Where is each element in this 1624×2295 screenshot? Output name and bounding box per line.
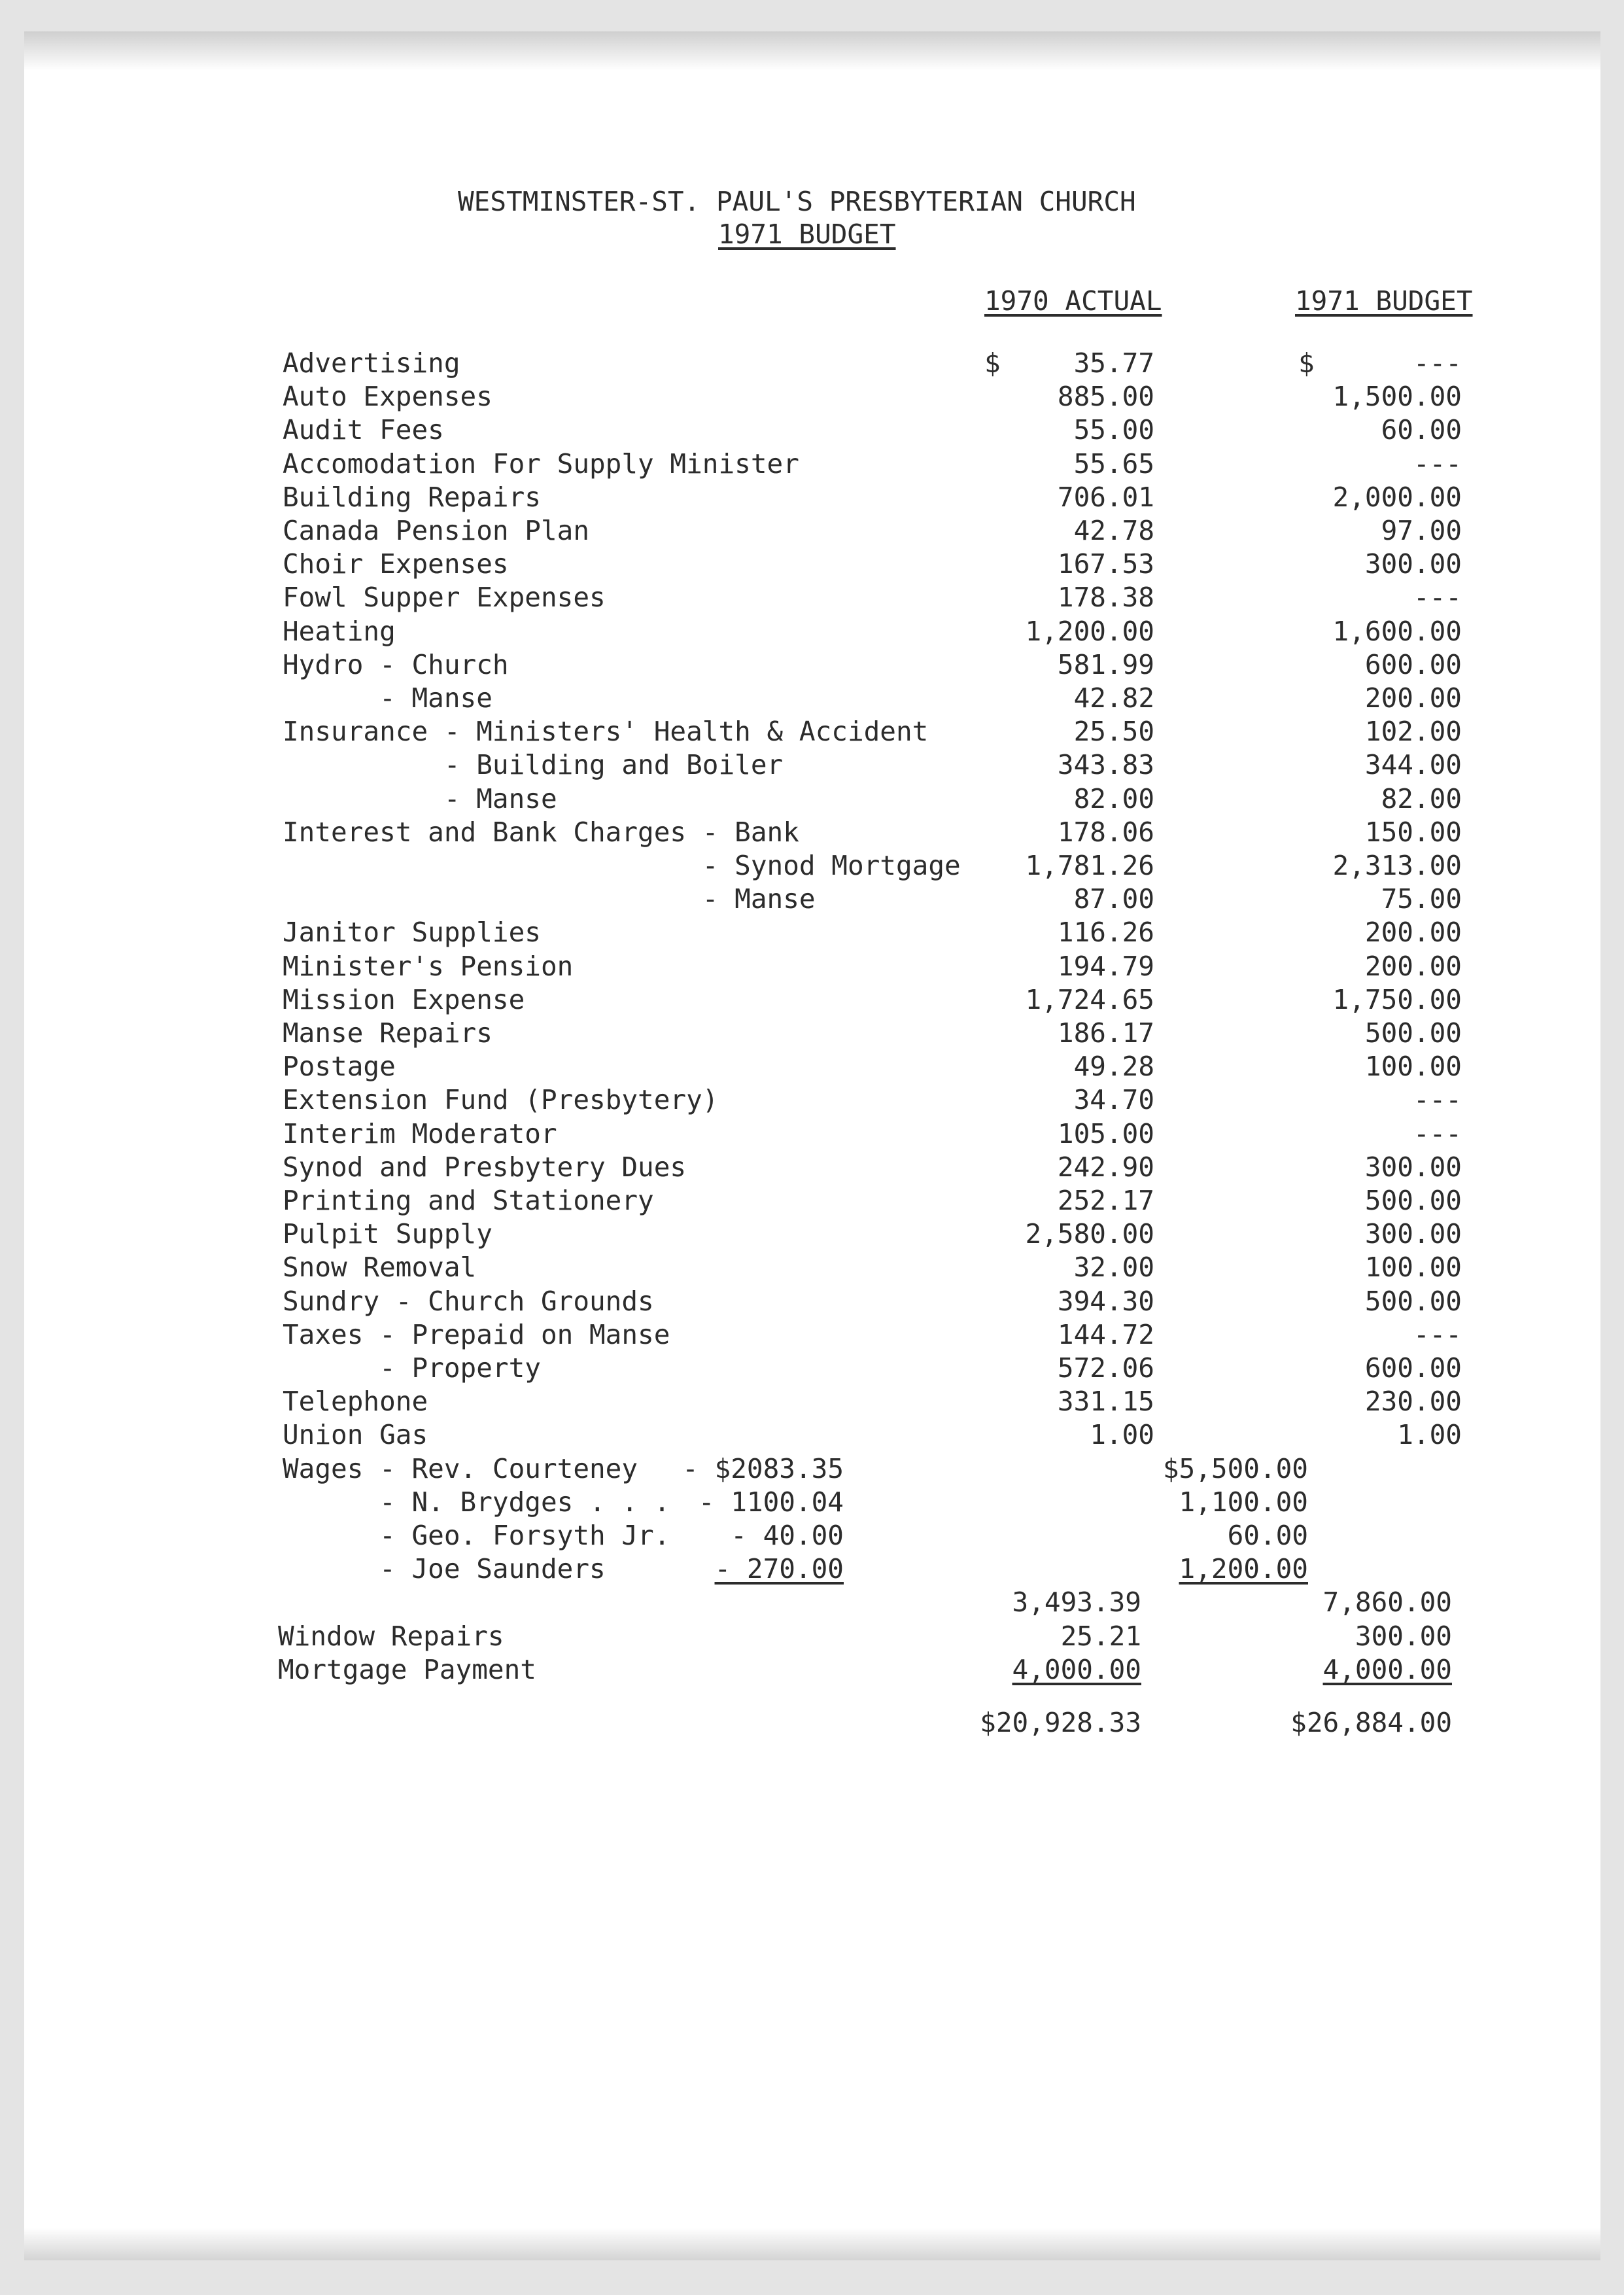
line-item-budget-1971: 500.00	[1364, 1185, 1462, 1216]
line-item-budget-1971: 500.00	[1364, 1017, 1462, 1049]
line-item-label: Extension Fund (Presbytery)	[283, 1084, 719, 1116]
scan-top-edge	[24, 31, 1600, 71]
line-item-actual-1970: 55.00	[1073, 414, 1154, 446]
line-item-label: Postage	[283, 1051, 396, 1083]
line-item-budget-1971: ---	[1413, 1117, 1462, 1149]
line-item-actual-1970: 25.50	[1073, 716, 1154, 748]
line-item-label: Choir Expenses	[283, 548, 509, 580]
line-item-budget-1971: 100.00	[1364, 1051, 1462, 1083]
line-item-budget-1971: 200.00	[1364, 950, 1462, 982]
line-item-label: Pulpit Supply	[283, 1218, 492, 1250]
line-item-actual-1970: 55.65	[1073, 447, 1154, 480]
line-item-label: Minister's Pension	[283, 950, 574, 982]
line-item-budget-1971: 1,600.00	[1332, 615, 1462, 647]
document-subtitle: 1971 BUDGET	[718, 219, 896, 250]
wages-line-label: - N. Brydges . . .	[283, 1486, 670, 1518]
line-item-budget-1971: 200.00	[1364, 917, 1462, 949]
line-item-budget-1971: ---	[1413, 1318, 1462, 1350]
line-item-budget-1971: 2,000.00	[1332, 481, 1462, 513]
line-item-label: Mission Expense	[283, 983, 525, 1015]
line-item-label: Taxes - Prepaid on Manse	[283, 1318, 670, 1350]
line-item-label: Accomodation For Supply Minister	[283, 447, 799, 480]
line-item-actual-1970: 252.17	[1057, 1185, 1154, 1216]
line-item-actual-1970: 82.00	[1073, 782, 1154, 815]
line-item-actual-1970: 105.00	[1057, 1117, 1154, 1149]
line-item-budget-1971: 300.00	[1364, 548, 1462, 580]
line-item-actual-1970: 1,200.00	[1025, 615, 1154, 647]
line-item-budget-1971: 300.00	[1355, 1620, 1452, 1652]
line-item-label: Sundry - Church Grounds	[283, 1285, 654, 1317]
scan-bottom-edge	[24, 2228, 1600, 2260]
line-item-actual-1970: 178.06	[1057, 816, 1154, 848]
line-item-actual-1970: 144.72	[1057, 1318, 1154, 1350]
column-header-1971-budget: 1971 BUDGET	[1295, 285, 1473, 317]
document-title: WESTMINSTER-ST. PAUL'S PRESBYTERIAN CHURCH	[458, 186, 1136, 217]
line-item-label: Building Repairs	[283, 481, 541, 513]
line-item-budget-1971: 1,500.00	[1332, 381, 1462, 413]
line-item-actual-1970: 1,781.26	[1025, 850, 1154, 881]
line-item-actual-1970: 581.99	[1057, 648, 1154, 680]
line-item-budget-1971: 1.00	[1397, 1419, 1462, 1451]
line-item-budget-1971: ---	[1413, 447, 1462, 480]
line-item-budget-1971: ---	[1413, 582, 1462, 614]
line-item-budget-1971: 97.00	[1381, 515, 1462, 546]
line-item-budget-1971: 100.00	[1364, 1252, 1462, 1284]
line-item-actual-1970: 343.83	[1057, 749, 1154, 781]
line-item-actual-1970: 49.28	[1073, 1051, 1154, 1083]
line-item-label: Printing and Stationery	[283, 1185, 654, 1216]
line-item-label: Auto Expenses	[283, 381, 492, 413]
line-item-label: - Synod Mortgage	[283, 850, 961, 881]
line-item-actual-1970: 42.82	[1073, 682, 1154, 714]
line-item-actual-1970: 178.38	[1057, 582, 1154, 614]
line-item-actual-1970: 194.79	[1057, 950, 1154, 982]
line-item-budget-1971: 230.00	[1364, 1386, 1462, 1418]
wages-amount-detail: - 40.00	[731, 1520, 844, 1551]
line-item-budget-1971: 82.00	[1381, 782, 1462, 815]
line-item-budget-1971: 4,000.00	[1322, 1653, 1452, 1685]
line-item-label: Audit Fees	[283, 414, 444, 446]
line-item-actual-1970: 242.90	[1057, 1151, 1154, 1183]
line-item-label: - Manse	[283, 682, 492, 714]
line-item-label: Heating	[283, 615, 396, 647]
line-item-actual-1970: 116.26	[1057, 917, 1154, 949]
currency-symbol: $	[984, 347, 1001, 379]
line-item-label: - Building and Boiler	[283, 749, 784, 781]
line-item-budget-1971: 75.00	[1381, 883, 1462, 915]
line-item-label: Snow Removal	[283, 1252, 477, 1284]
line-item-label: Interest and Bank Charges - Bank	[283, 816, 799, 848]
line-item-budget-1971: 300.00	[1364, 1218, 1462, 1250]
line-item-label: - Property	[283, 1352, 541, 1384]
line-item-actual-1970: 42.78	[1073, 515, 1154, 546]
line-item-budget-1971: 60.00	[1381, 414, 1462, 446]
wages-amount-detail: - $2083.35	[682, 1452, 844, 1484]
column-header-1970-actual: 1970 ACTUAL	[984, 285, 1162, 317]
line-item-label: - Manse	[283, 883, 816, 915]
line-item-actual-1970: 87.00	[1073, 883, 1154, 915]
line-item-actual-1970: 2,580.00	[1025, 1218, 1154, 1250]
line-item-actual-1970: 572.06	[1057, 1352, 1154, 1384]
line-item-actual-1970: 4,000.00	[1012, 1653, 1141, 1685]
wages-amount-detail: - 1100.04	[698, 1486, 844, 1518]
wages-amount-1971: 1,200.00	[1179, 1553, 1308, 1585]
line-item-budget-1971: 344.00	[1364, 749, 1462, 781]
line-item-label: Manse Repairs	[283, 1017, 492, 1049]
wages-line-label: Wages - Rev. Courteney	[283, 1452, 638, 1484]
line-item-budget-1971: 150.00	[1364, 816, 1462, 848]
line-item-label: Insurance - Ministers' Health & Accident	[283, 716, 929, 748]
line-item-budget-1971: 1,750.00	[1332, 983, 1462, 1015]
line-item-label: - Manse	[283, 782, 557, 815]
line-item-budget-1971: 102.00	[1364, 716, 1462, 748]
line-item-actual-1970: 331.15	[1057, 1386, 1154, 1418]
line-item-actual-1970: 706.01	[1057, 481, 1154, 513]
line-item-label: Canada Pension Plan	[283, 515, 589, 546]
line-item-budget-1971: 600.00	[1364, 648, 1462, 680]
line-item-label: Synod and Presbytery Dues	[283, 1151, 687, 1183]
line-item-actual-1970: 32.00	[1073, 1252, 1154, 1284]
line-item-budget-1971: 300.00	[1364, 1151, 1462, 1183]
line-item-actual-1970: 885.00	[1057, 381, 1154, 413]
line-item-actual-1970: 35.77	[1073, 347, 1154, 379]
line-item-label: Interim Moderator	[283, 1117, 557, 1149]
line-item-label: Union Gas	[283, 1419, 428, 1451]
line-item-label: Telephone	[283, 1386, 428, 1418]
line-item-label: Fowl Supper Expenses	[283, 582, 606, 614]
wages-total-actual: 3,493.39	[1012, 1586, 1141, 1619]
wages-amount-1971: 1,100.00	[1179, 1486, 1308, 1518]
line-item-actual-1970: 186.17	[1057, 1017, 1154, 1049]
line-item-actual-1970: 1,724.65	[1025, 983, 1154, 1015]
currency-symbol: $	[1298, 347, 1315, 379]
line-item-budget-1971: 200.00	[1364, 682, 1462, 714]
wages-amount-1971: 60.00	[1227, 1520, 1308, 1551]
wages-amount-detail: - 270.00	[714, 1553, 844, 1585]
line-item-budget-1971: 500.00	[1364, 1285, 1462, 1317]
wages-line-label: - Joe Saunders	[283, 1553, 606, 1585]
line-item-actual-1970: 25.21	[1060, 1620, 1141, 1652]
line-item-budget-1971: ---	[1413, 347, 1462, 379]
line-item-label: Janitor Supplies	[283, 917, 541, 949]
line-item-budget-1971: 2,313.00	[1332, 850, 1462, 881]
line-item-budget-1971: ---	[1413, 1084, 1462, 1116]
wages-total-budget: 7,860.00	[1322, 1586, 1452, 1619]
grand-total-actual: $20,928.33	[980, 1707, 1141, 1738]
wages-line-label: - Geo. Forsyth Jr.	[283, 1520, 670, 1551]
line-item-actual-1970: 167.53	[1057, 548, 1154, 580]
line-item-actual-1970: 34.70	[1073, 1084, 1154, 1116]
line-item-label: Window Repairs	[278, 1620, 504, 1652]
line-item-label: Hydro - Church	[283, 648, 509, 680]
wages-amount-1971: $5,500.00	[1162, 1452, 1308, 1484]
line-item-budget-1971: 600.00	[1364, 1352, 1462, 1384]
grand-total-budget: $26,884.00	[1290, 1707, 1452, 1738]
line-item-label: Mortgage Payment	[278, 1653, 536, 1685]
line-item-actual-1970: 394.30	[1057, 1285, 1154, 1317]
line-item-label: Advertising	[283, 347, 460, 379]
line-item-actual-1970: 1.00	[1090, 1419, 1154, 1451]
